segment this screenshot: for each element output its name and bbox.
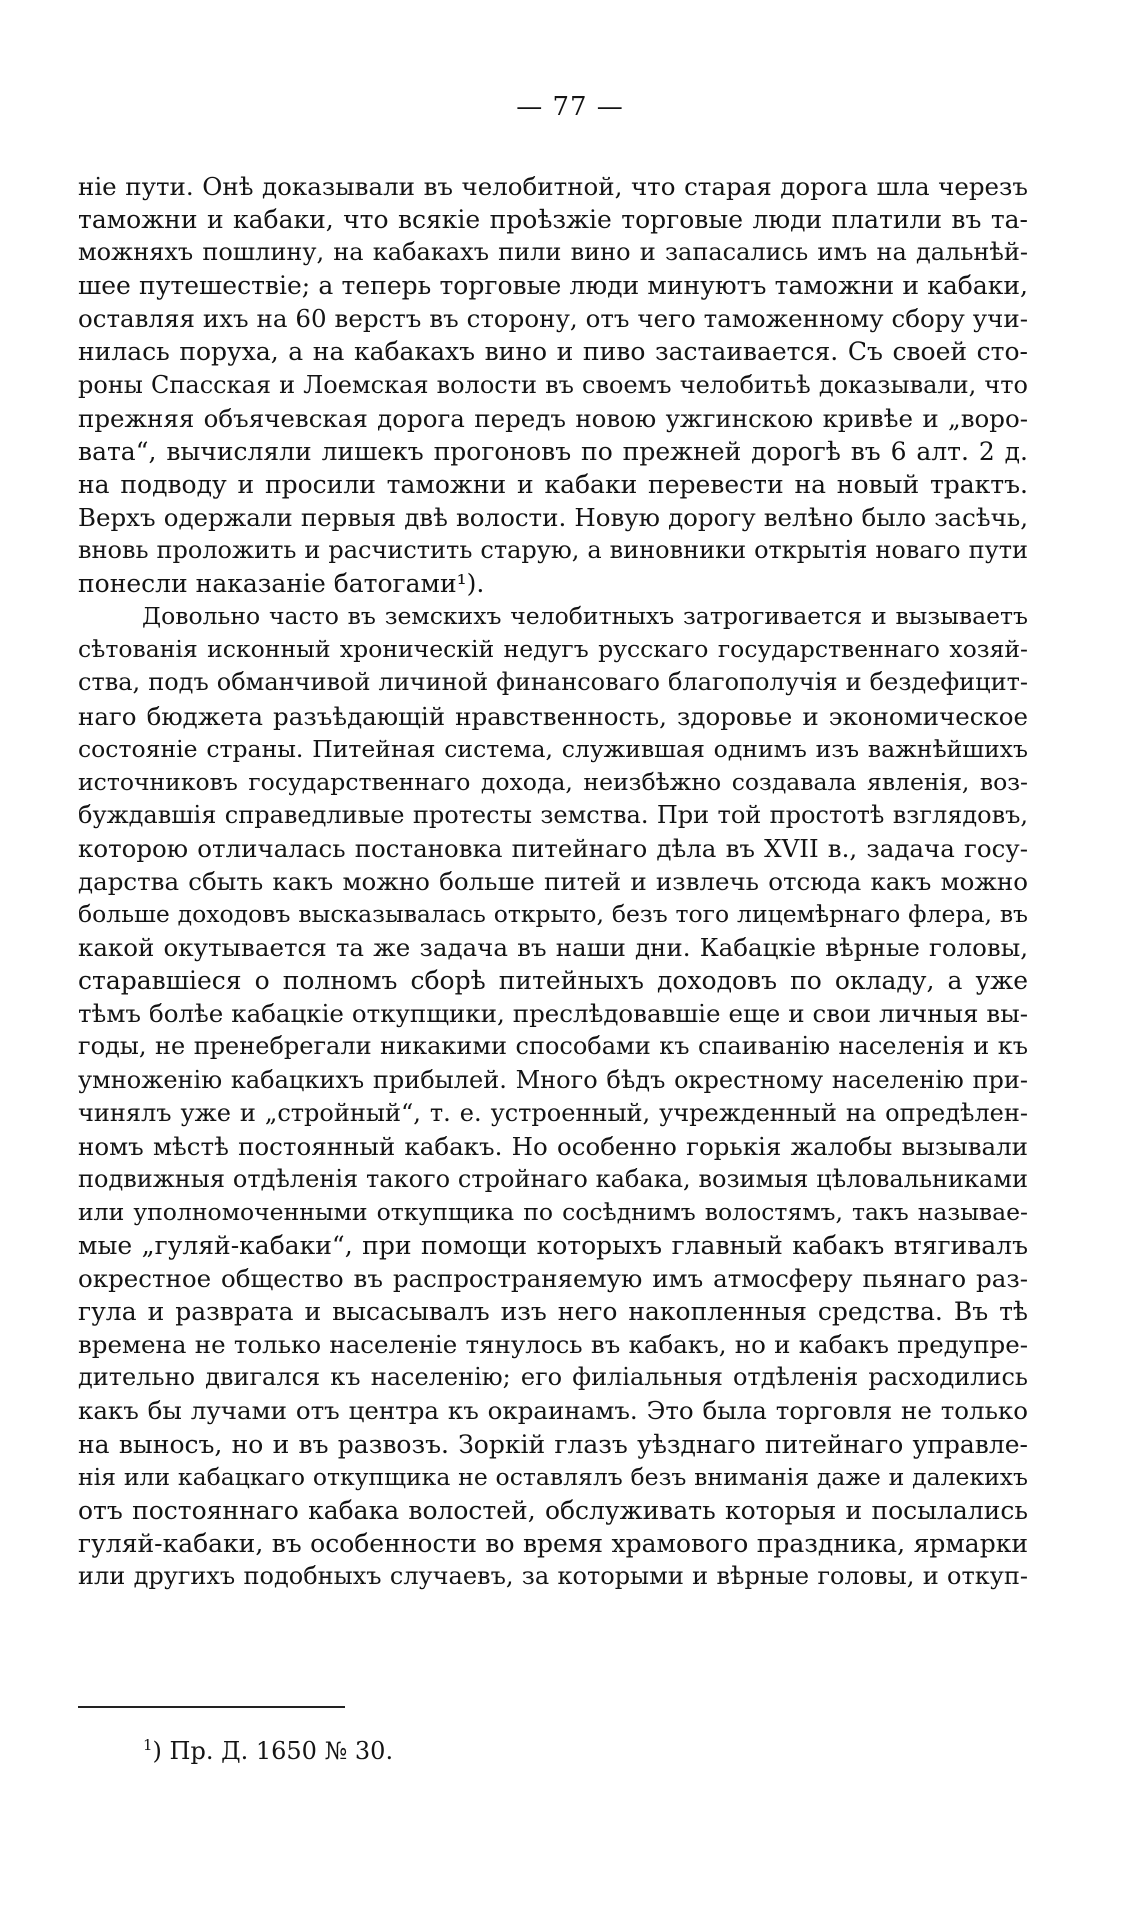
text-line: сѣтованія исконный хроническій недугъ русскаго государственнаго хозяй- — [78, 635, 1028, 664]
text-line: гула и разврата и высасывалъ изъ него накопленныя средства. Въ тѣ — [78, 1297, 1028, 1327]
text-line: шее путешествіе; а теперь торговые люди минуютъ таможни и кабаки, — [78, 271, 1028, 301]
body-text — [78, 170, 1028, 1593]
text-line: умноженію кабацкихъ прибылей. Много бѣдъ окрестному населенію при- — [78, 1065, 1028, 1094]
text-line: на выносъ, но и въ развозъ. Зоркій глазъ уѣзднаго питейнаго управле- — [78, 1429, 1028, 1459]
text-line: наго бюджета разъѣдающій нравственность, здоровье и экономическое — [78, 701, 1028, 731]
text-line: мые „гуляй-кабаки“, при помощи которыхъ главный кабакъ втягивалъ — [78, 1231, 1028, 1260]
text-line: Верхъ одержали первыя двѣ волости. Новую дорогу велѣно было засѣчь, — [78, 502, 1028, 532]
text-line: номъ мѣстѣ постоянный кабакъ. Но особенно горькія жалобы вызывали — [78, 1131, 1028, 1161]
text-line: прежняя объячевская дорога передъ новою ужгинскою кривѣе и „воро- — [78, 403, 1028, 433]
text-line: времена не только населеніе тянулось въ кабакъ, но и кабакъ предупре- — [78, 1330, 1028, 1360]
text-line: отъ постояннаго кабака волостей, обслуживать которыя и посылались — [78, 1495, 1028, 1525]
text-line: больше доходовъ высказывалась открыто, безъ того лицемѣрнаго флера, въ — [78, 900, 1028, 929]
text-line: состояніе страны. Питейная система, служившая однимъ изъ важнѣйшихъ — [78, 734, 1028, 763]
text-line: дарства сбыть какъ можно больше питей и извлечь отсюда какъ можно — [78, 866, 1028, 896]
text-line: ства, подъ обманчивой личиной финансоваго благополучія и бездефицит- — [78, 668, 1028, 697]
text-line: нилась поруха, а на кабакахъ вино и пиво застаивается. Съ своей сто- — [78, 337, 1028, 367]
text-line: годы, не пренебрегали никакими способами къ спаиванію населенія и къ — [78, 1032, 1028, 1061]
text-line: дительно двигался къ населенію; его филіальныя отдѣленія расходились — [78, 1363, 1028, 1392]
footnote-text: ) Пр. Д. 1650 № 30. — [152, 1737, 394, 1765]
text-line: какъ бы лучами отъ центра къ окраинамъ. Это была торговля не только — [78, 1396, 1028, 1426]
footnote-marker: 1 — [143, 1736, 153, 1754]
text-line: источниковъ государственнаго дохода, неизбѣжно создавала явленія, воз- — [78, 767, 1028, 796]
text-line: оставляя ихъ на 60 верстъ въ сторону, отъ чего таможенному сбору учи- — [78, 304, 1028, 334]
text-line: гуляй-кабаки, въ особенности во время храмового праздника, ярмарки — [78, 1528, 1028, 1558]
text-line: таможни и кабаки, что всякіе проѣзжіе торговые люди платили въ та- — [78, 205, 1028, 235]
text-line: вата“, вычисляли лишекъ прогоновъ по прежней дорогѣ въ 6 алт. 2 д. — [78, 436, 1028, 466]
text-line: Довольно часто въ земскихъ челобитныхъ затрогивается и вызываетъ — [142, 602, 1028, 631]
text-line: которою отличалась постановка питейнаго дѣла въ XVII в., задача госу- — [78, 833, 1028, 863]
text-line: можняхъ пошлину, на кабакахъ пили вино и запасались имъ на дальнѣй- — [78, 238, 1028, 267]
text-line: окрестное общество въ распространяемую имъ атмосферу пьянаго раз- — [78, 1264, 1028, 1294]
text-line: ніе пути. Онѣ доказывали въ челобитной, что старая дорога шла черезъ — [78, 172, 1028, 201]
text-line: или другихъ подобныхъ случаевъ, за которыми и вѣрные головы, и откуп- — [78, 1561, 1028, 1590]
text-line: нія или кабацкаго откупщика не оставлялъ безъ вниманія даже и далекихъ — [78, 1462, 1028, 1491]
text-line: роны Спасская и Лоемская волости въ своемъ челобитьѣ доказывали, что — [78, 370, 1028, 399]
text-line: понесли наказаніе батогами¹). — [78, 569, 485, 599]
text-line: старавшіеся о полномъ сборѣ питейныхъ доходовъ по окладу, а уже — [78, 966, 1028, 996]
text-line: тѣмъ болѣе кабацкіе откупщики, преслѣдовавшіе еще и свои личныя вы- — [78, 999, 1028, 1029]
paragraph-2 — [78, 600, 1028, 1593]
footnote-divider — [78, 1706, 345, 1708]
paragraph-1 — [78, 170, 1028, 600]
text-line: чинялъ уже и „стройный“, т. е. устроенный, учрежденный на опредѣлен- — [78, 1098, 1028, 1127]
footnote — [143, 1730, 393, 1766]
page-number: — 77 — — [516, 92, 624, 122]
text-line: буждавшія справедливые протесты земства. При той простотѣ взглядовъ, — [78, 800, 1028, 829]
text-line: вновь проложить и расчистить старую, а виновники открытія новаго пути — [78, 536, 1028, 565]
text-line: какой окутывается та же задача въ наши дни. Кабацкіе вѣрные головы, — [78, 933, 1028, 963]
text-line: на подводу и просили таможни и кабаки перевести на новый трактъ. — [78, 469, 1028, 499]
text-line: подвижныя отдѣленія такого стройнаго кабака, возимыя цѣловальниками — [78, 1164, 1028, 1193]
text-line: или уполномоченными откупщика по сосѣднимъ волостямъ, такъ называе- — [78, 1197, 1028, 1226]
